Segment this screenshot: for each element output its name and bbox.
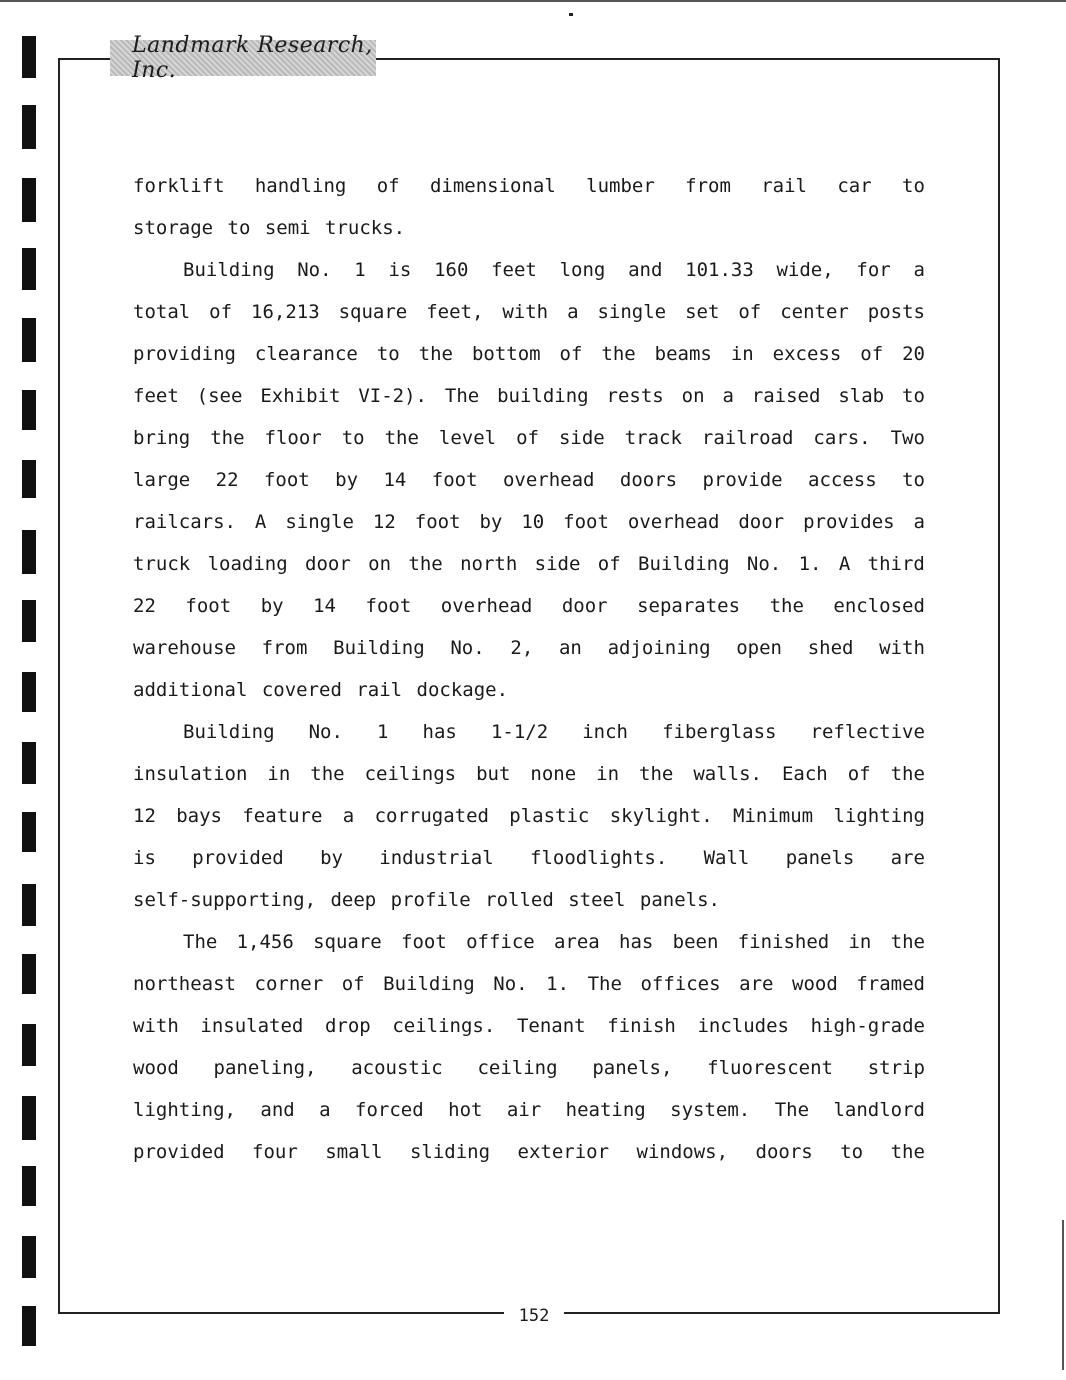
company-logo <box>110 33 376 83</box>
binder-mark <box>22 36 36 78</box>
binder-mark <box>22 1236 36 1278</box>
scan-speck <box>569 13 573 16</box>
text-line: storage to semi trucks. <box>133 217 406 239</box>
binder-mark <box>22 672 36 712</box>
paragraph <box>133 165 925 249</box>
text-line: 22 foot by 14 foot overhead door separates the enclosed <box>133 595 925 617</box>
binder-mark <box>22 460 36 498</box>
text-line: with insulated drop ceilings. Tenant finish includes high-grade <box>133 1015 925 1037</box>
text-line: total of 16,213 square feet, with a single set of center posts <box>133 301 925 323</box>
page-number: 152 <box>504 1303 564 1329</box>
text-line: forklift handling of dimensional lumber from rail car to <box>133 175 925 197</box>
text-line: insulation in the ceilings but none in the walls. Each of the <box>133 763 925 785</box>
binder-mark <box>22 884 36 926</box>
text-line: bring the floor to the level of side track railroad cars. Two <box>133 427 925 449</box>
text-line: self-supporting, deep profile rolled steel panels. <box>133 889 720 911</box>
binder-mark <box>22 105 36 149</box>
paragraph <box>133 921 925 1173</box>
text-line: lighting, and a forced hot air heating system. The landlord <box>133 1099 925 1121</box>
document-body <box>133 165 925 1173</box>
text-line: Building No. 1 has 1-1/2 inch fiberglass reflective <box>183 721 925 743</box>
binder-mark <box>22 1306 36 1346</box>
binder-mark <box>22 742 36 784</box>
paragraph <box>133 249 925 711</box>
binder-mark <box>22 600 36 642</box>
binder-mark <box>22 318 36 362</box>
text-line: providing clearance to the bottom of the beams in excess of 20 <box>133 343 925 365</box>
top-edge-rule <box>0 0 1066 2</box>
text-line: wood paneling, acoustic ceiling panels, fluorescent strip <box>133 1057 925 1079</box>
binder-mark <box>22 178 36 222</box>
binder-mark <box>22 248 36 290</box>
binder-mark <box>22 530 36 574</box>
logo-text: Landmark Research, Inc. <box>132 33 373 83</box>
text-line: The 1,456 square foot office area has been finished in the <box>183 931 925 953</box>
binder-mark <box>22 1024 36 1066</box>
binder-mark <box>22 1096 36 1140</box>
binder-mark <box>22 812 36 852</box>
text-line: additional covered rail dockage. <box>133 679 509 701</box>
binder-mark <box>22 390 36 430</box>
paragraph <box>133 711 925 921</box>
text-line: provided four small sliding exterior windows, doors to the <box>133 1141 925 1163</box>
text-line: Building No. 1 is 160 feet long and 101.33 wide, for a <box>183 259 925 281</box>
text-line: warehouse from Building No. 2, an adjoining open shed with <box>133 637 925 659</box>
binder-mark <box>22 1166 36 1206</box>
right-edge-mark <box>1062 1220 1064 1370</box>
text-line: northeast corner of Building No. 1. The offices are wood framed <box>133 973 925 995</box>
text-line: large 22 foot by 14 foot overhead doors provide access to <box>133 469 925 491</box>
binder-mark <box>22 954 36 994</box>
text-line: feet (see Exhibit VI-2). The building rests on a raised slab to <box>133 385 925 407</box>
text-line: 12 bays feature a corrugated plastic skylight. Minimum lighting <box>133 805 925 827</box>
text-line: railcars. A single 12 foot by 10 foot overhead door provides a <box>133 511 925 533</box>
text-line: is provided by industrial floodlights. Wall panels are <box>133 847 925 869</box>
text-line: truck loading door on the north side of Building No. 1. A third <box>133 553 925 575</box>
